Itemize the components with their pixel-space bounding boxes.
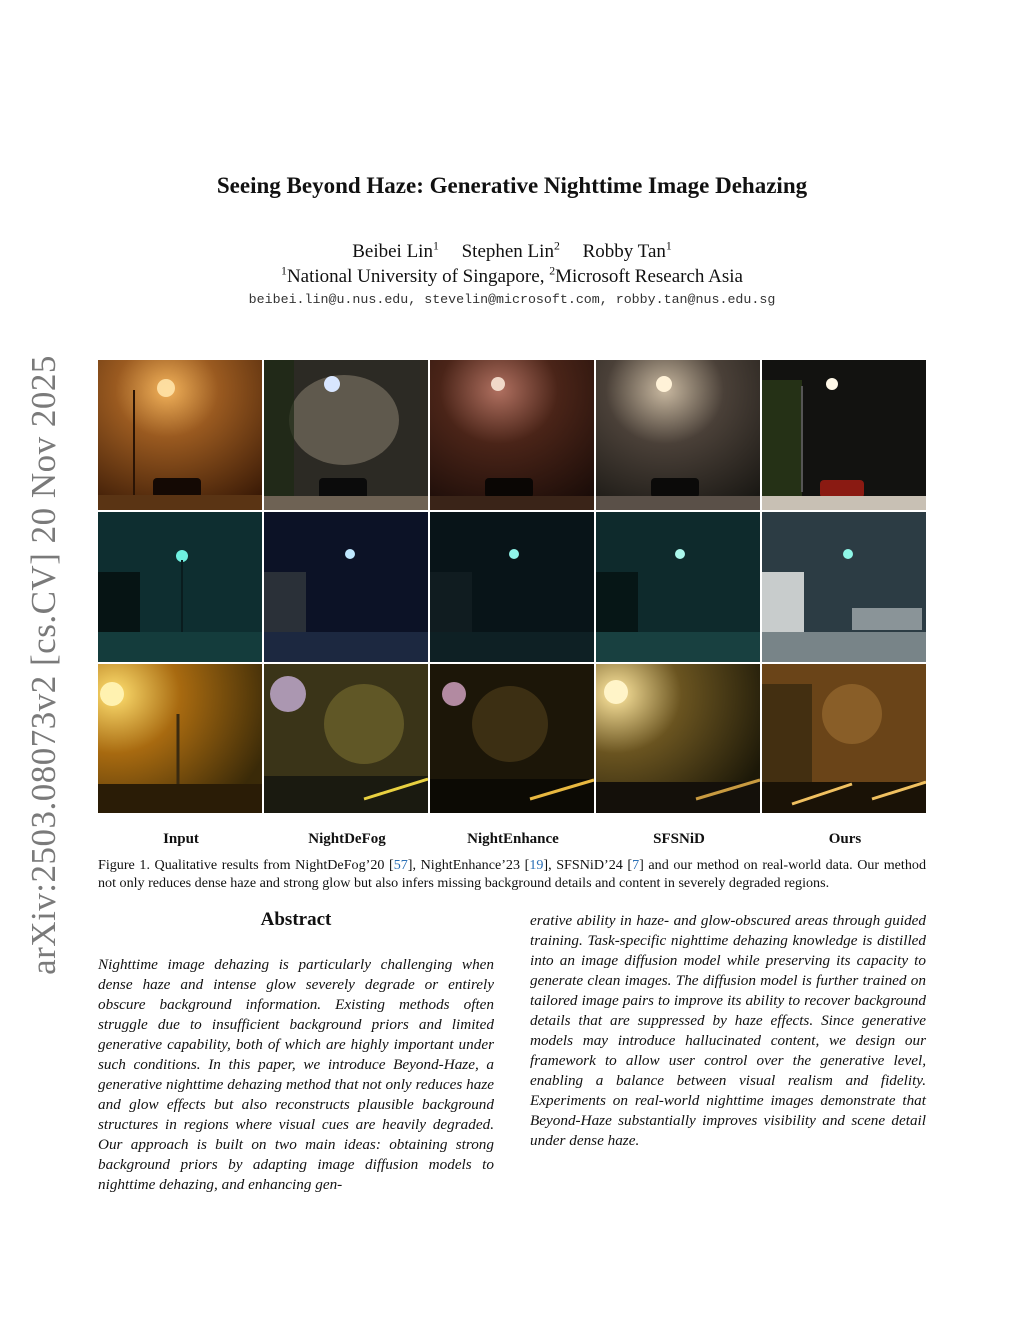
- figure-image: [430, 664, 594, 813]
- column-label-sfsnid: SFSNiD: [653, 831, 705, 847]
- figure-image: [98, 664, 262, 813]
- arxiv-identifier: [24, 355, 64, 975]
- figure-image: [596, 512, 760, 662]
- column-label-input: Input: [163, 831, 199, 847]
- figure-image: [264, 664, 428, 813]
- figure-grid: [98, 360, 926, 813]
- figure-image: [430, 512, 594, 662]
- affiliations: $^1$National University of Singapore, $^2$Microsoft Research Asia: [281, 264, 743, 287]
- citation-link[interactable]: 57: [393, 857, 408, 873]
- figure-image: [98, 360, 262, 510]
- column-label-nightdefog: NightDeFog: [308, 831, 386, 847]
- figure-image: [596, 664, 760, 813]
- author-emails: beibei.lin@u.nus.edu, stevelin@microsoft.com, robby.tan@nus.edu.sg: [248, 292, 776, 307]
- figure-image: [430, 360, 594, 510]
- figure-image: [596, 360, 760, 510]
- abstract-text-right: erative ability in haze- and glow-obscured areas through guided training. Task-specific nighttime dehazing knowledge is distilled into an image diffusion model while preserving its capacity to generate clean images. The diffusion model is further trained on tailored image pairs to improve its ability to recover background details that are suppressed by haze effects. Since generative models may introduce hallucinated content, we design our framework to allow user control over the generative level, enabling a balance between visual realism and fidelity. Experiments on real-world nighttime images demonstrate that Beyond-Haze substantially improves visibility and scene detail under dense haze.: [530, 912, 926, 1149]
- author: Stephen Lin$^2$: [461, 239, 560, 262]
- column-label-ours: Ours: [828, 831, 862, 847]
- citation-link[interactable]: 19: [529, 857, 544, 873]
- abstract-text-left: Nighttime image dehazing is particularly challenging when dense haze and intense glow severely degrade or entirely obscure background information. Existing methods often struggle due to insufficient background priors and limited generative capability, both of which are highly important under such conditions. In this paper, we introduce Beyond-Haze, a generative nighttime dehazing method that not only reduces haze and glow effects but also reconstructs plausible background structures in regions where visual cues are heavily degraded. Our approach is built on two main ideas: obtaining strong background priors by adapting image diffusion models to nighttime dehazing, and enhancing gen-: [98, 956, 494, 1193]
- figure-image: [762, 664, 926, 813]
- figure-caption: Figure 1. Qualitative results from NightDeFog’20 [57], NightEnhance’23 [19], SFSNiD’24 [7] and our method on real-world data. Our method not only reduces dense haze and strong glow but also infers missing background details and content in severely degraded regions.: [98, 857, 926, 891]
- abstract-heading: Abstract: [260, 909, 332, 930]
- figure-image: [762, 512, 926, 662]
- citation-link[interactable]: 7: [632, 857, 640, 873]
- arxiv-id-text: arXiv:2503.08073v2 [cs.CV] 20 Nov 2025: [24, 355, 63, 975]
- author-list: [0, 241, 1024, 263]
- paper-title: Seeing Beyond Haze: Generative Nighttime Image Dehazing: [216, 173, 808, 198]
- column-label-nightenhance: NightEnhance: [467, 831, 559, 847]
- figure-image: [762, 360, 926, 510]
- figure-image: [264, 360, 428, 510]
- figure-image: [98, 512, 262, 662]
- author: Beibei Lin$^1$: [352, 239, 439, 262]
- figure-image: [264, 512, 428, 662]
- author: Robby Tan$^1$: [582, 239, 672, 262]
